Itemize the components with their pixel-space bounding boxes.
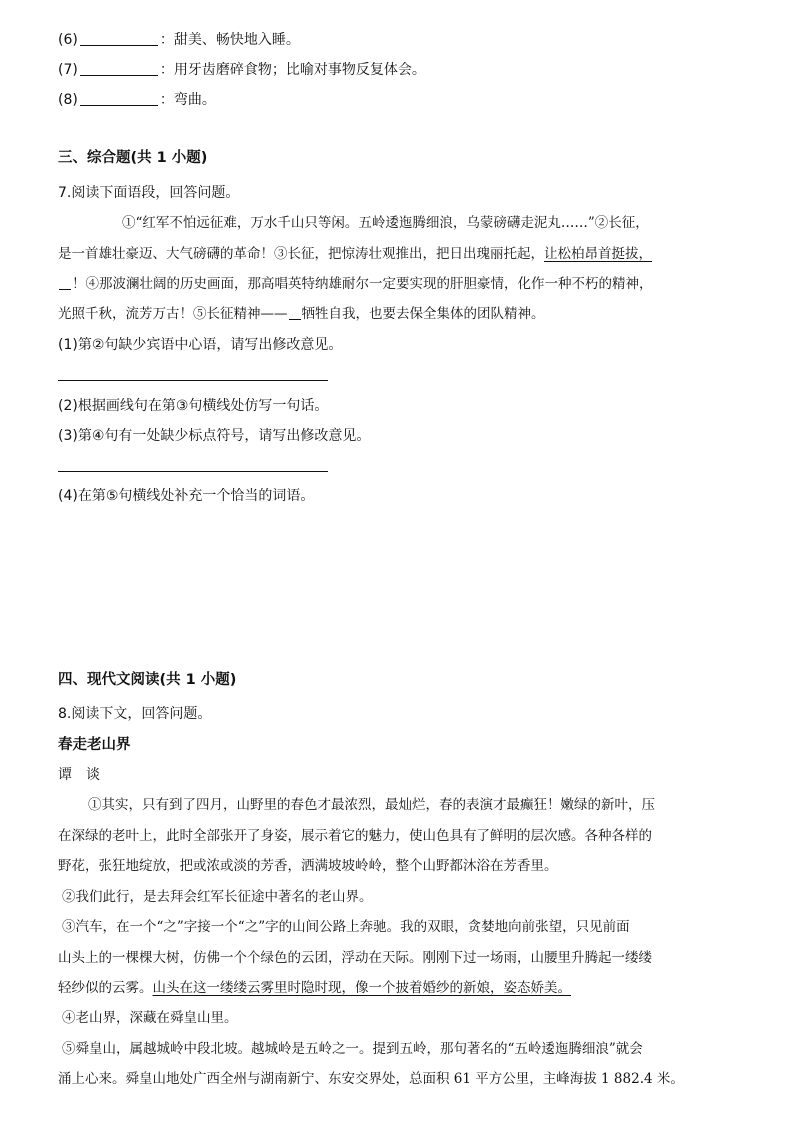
- passage-text: 光照千秋，流芳万古！⑤长征精神——: [58, 306, 288, 322]
- definition-item-7: [58, 60, 764, 80]
- definition-number: (7): [58, 62, 78, 78]
- section-heading-4: 四、现代文阅读(共 1 小题): [58, 672, 237, 688]
- question-title-8: 8.阅读下文，回答问题。: [58, 706, 212, 722]
- article-paragraph-1: 在深绿的老叶上，此时全部张开了身姿，展示着它的魅力，使山色具有了鲜明的层次感。各种各样的: [58, 828, 652, 844]
- passage-line: ①“红军不怕远征难，万水千山只等闲。五岭逶迤腾细浪，乌蒙磅礴走泥丸……”②长征，: [122, 215, 649, 231]
- definition-text: ：用牙齿磨碎食物；比喻对事物反复体会。: [159, 62, 426, 78]
- definition-number: (8): [58, 92, 78, 108]
- passage-line: [58, 244, 764, 264]
- passage-text: ！④那波澜壮阔的历史画面，那高唱英特纳雄耐尔一定要实现的肝胆豪情，化作一种不朽的精神，: [72, 276, 653, 292]
- article-paragraph-4: ④老山界，深藏在舜皇山里。: [62, 1010, 238, 1026]
- article-title: 春走老山界: [58, 737, 131, 753]
- answer-blank[interactable]: [59, 275, 71, 290]
- question-title-7: 7.阅读下面语段，回答问题。: [58, 185, 240, 201]
- underlined-sentence: 山头在这一缕缕云雾里时隐时现，像一个披着婚纱的新娘，姿态娇美。: [152, 980, 571, 996]
- article-paragraph-5: 涌上心来。舜皇山地处广西全州与湖南新宁、东安交界处，总面积 61 平方公里，主峰海拔 1 882.4 米。: [58, 1071, 684, 1087]
- passage-text: 是一首雄壮豪迈、大气磅礴的革命！③长征，把惊涛壮观推出，把日出瑰丽托起，: [58, 246, 544, 262]
- section-heading-3: 三、综合题(共 1 小题): [58, 150, 208, 166]
- article-author: 谭 谈: [58, 767, 100, 783]
- definition-text: ：弯曲。: [159, 92, 216, 108]
- article-paragraph-1: 野花，张狂地绽放，把或浓或淡的芳香，洒满坡坡岭岭，整个山野都沐浴在芳香里。: [58, 858, 558, 874]
- article-paragraph-3: [58, 978, 764, 998]
- sub-question-2: (2)根据画线句在第③句横线处仿写一句话。: [58, 398, 329, 414]
- answer-blank[interactable]: [289, 305, 301, 320]
- definition-item-8: [58, 90, 764, 110]
- article-paragraph-3: 山头上的一棵棵大树，仿佛一个个绿色的云团，浮动在天际。刚刚下过一场雨，山腰里升腾起一缕缕: [58, 950, 652, 966]
- article-paragraph-5: ⑤舜皇山，属越城岭中段北坡。越城岭是五岭之一。提到五岭，那句著名的“五岭逶迤腾细浪”就会: [62, 1041, 643, 1057]
- passage-line: [58, 304, 764, 324]
- article-paragraph-1: ①其实，只有到了四月，山野里的春色才最浓烈，最灿烂，春的表演才最癫狂！嫩绿的新叶，压: [88, 797, 655, 813]
- answer-blank[interactable]: [80, 31, 158, 46]
- article-paragraph-2: ②我们此行，是去拜会红军长征途中著名的老山界。: [62, 889, 373, 905]
- answer-line[interactable]: [58, 471, 328, 472]
- definition-text: ：甜美、畅快地入睡。: [159, 32, 300, 48]
- sub-question-4: (4)在第⑤句横线处补充一个恰当的词语。: [58, 488, 315, 504]
- definition-item-6: [58, 30, 764, 50]
- passage-text: 轻纱似的云雾。: [58, 980, 153, 996]
- underlined-sentence: 让松柏昂首挺拔，: [544, 246, 652, 262]
- answer-line[interactable]: [58, 380, 328, 381]
- passage-line: [58, 274, 764, 294]
- definition-number: (6): [58, 32, 78, 48]
- answer-blank[interactable]: [80, 91, 158, 106]
- passage-text: 牺牲自我，也要去保全集体的团队精神。: [301, 306, 545, 322]
- answer-blank[interactable]: [80, 61, 158, 76]
- article-paragraph-3: ③汽车，在一个“之”字接一个“之”字的山间公路上奔驰。我的双眼，贪婪地向前张望，只见前面: [62, 919, 630, 935]
- sub-question-1: (1)第②句缺少宾语中心语，请写出修改意见。: [58, 337, 343, 353]
- sub-question-3: (3)第④句有一处缺少标点符号，请写出修改意见。: [58, 428, 371, 444]
